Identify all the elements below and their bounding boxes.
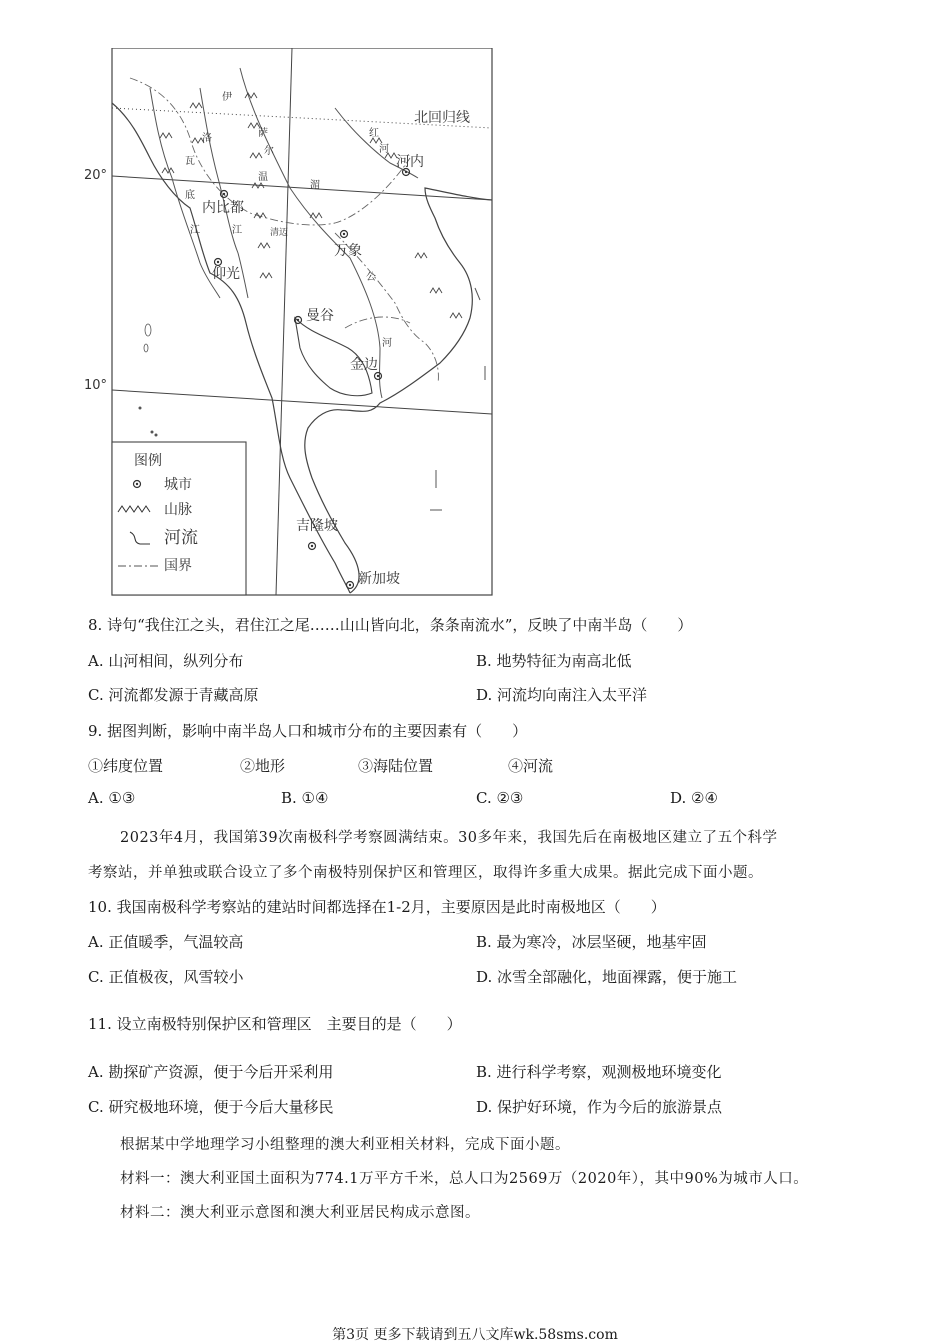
q10-option-b[interactable]: B. 最为寒冷，冰层坚硬，地基牢固 xyxy=(476,933,707,951)
q9-stem: 9. 据图判断，影响中南半岛人口和城市分布的主要因素有（ ） xyxy=(88,722,528,740)
city-singapore xyxy=(347,571,401,589)
map-svg xyxy=(80,48,500,600)
tropic-label: 北回归线 xyxy=(414,110,470,126)
chiangmai-label: 清迈 xyxy=(270,228,289,238)
legend-title: 图例 xyxy=(134,453,162,469)
meridian-line xyxy=(276,48,292,595)
river-label-irrawaddy-4: 底 xyxy=(185,190,195,201)
legend-city-label: 城市 xyxy=(164,477,192,493)
island-line-4 xyxy=(475,288,480,300)
q9-option-b[interactable]: B. ①④ xyxy=(281,789,329,807)
q10-stem: 10. 我国南极科学考察站的建站时间都选择在1-2月，主要原因是此时南极地区（ ） xyxy=(88,898,666,916)
q8-stem: 8. 诗句“我住江之头，君住江之尾……山山皆向北，条条南流水”，反映了中南半岛（ ） xyxy=(88,616,693,634)
q8-option-c[interactable]: C. 河流都发源于青藏高原 xyxy=(88,686,259,704)
legend-river-label: 河流 xyxy=(164,528,198,548)
lat10-label: 10° xyxy=(84,378,108,393)
q11-option-b[interactable]: B. 进行科学考察，观测极地环境变化 xyxy=(476,1063,722,1081)
q9-option-c[interactable]: C. ②③ xyxy=(476,789,524,807)
river-label-salween-4: 江 xyxy=(232,225,242,236)
city-label-vientiane: 万象 xyxy=(334,243,362,259)
indochina-map xyxy=(80,48,500,600)
river-label-salween-1: 萨 xyxy=(258,128,268,139)
q10-option-a[interactable]: A. 正值暖季，气温较高 xyxy=(88,933,244,951)
q9-item-2: ②地形 xyxy=(240,757,286,775)
lat20-label: 20° xyxy=(84,168,108,183)
q10-option-c[interactable]: C. 正值极夜，风雪较小 xyxy=(88,968,244,986)
island-1 xyxy=(145,324,151,336)
q11-stem: 11. 设立南极特别保护区和管理区 主要目的是（ ） xyxy=(88,1015,462,1033)
passage1-line1: 2023年4月，我国第39次南极科学考察圆满结束。30多年来，我国先后在南极地区建立了五个科学 xyxy=(120,830,778,846)
city-label-hanoi: 河内 xyxy=(396,154,424,170)
river-label-mekong-1: 湄 xyxy=(310,180,320,191)
map-legend xyxy=(112,442,246,595)
river-label-red-2: 河 xyxy=(379,144,389,155)
q11-option-d[interactable]: D. 保护好环境，作为今后的旅游景点 xyxy=(476,1098,723,1116)
river-label-red-1: 红 xyxy=(369,128,379,139)
q11-option-c[interactable]: C. 研究极地环境，便于今后大量移民 xyxy=(88,1098,334,1116)
city-bangkok xyxy=(295,308,335,324)
river-label-mekong-3: 河 xyxy=(382,338,392,349)
island-dot-3 xyxy=(139,407,142,410)
island-dot-2 xyxy=(155,434,158,437)
q8-option-a[interactable]: A. 山河相间，纵列分布 xyxy=(88,652,244,670)
river-label-irrawaddy-2: 洛 xyxy=(202,133,212,144)
q8-option-d[interactable]: D. 河流均向南注入太平洋 xyxy=(476,686,648,704)
q9-item-4: ④河流 xyxy=(508,757,554,775)
city-kualalumpur xyxy=(296,517,338,550)
river-label-irrawaddy-3: 瓦 xyxy=(185,156,195,167)
q10-option-d[interactable]: D. 冰雪全部融化，地面裸露，便于施工 xyxy=(476,968,738,986)
legend-border-label: 国界 xyxy=(164,558,192,574)
border-cambodia xyxy=(345,317,410,328)
city-label-bangkok: 曼谷 xyxy=(306,308,334,324)
lat10-line xyxy=(112,390,492,414)
river-label-irrawaddy-1: 伊 xyxy=(222,92,232,103)
q11-option-a[interactable]: A. 勘探矿产资源，便于今后开采利用 xyxy=(88,1063,334,1081)
city-phnompenh xyxy=(350,357,382,380)
passage2-material1: 材料一：澳大利亚国土面积为774.1万平方千米，总人口为2569万（2020年），其中90%为城市人口。 xyxy=(120,1171,809,1187)
river-mekong xyxy=(240,68,382,398)
q9-item-3: ③海陆位置 xyxy=(358,757,434,775)
q9-item-1: ①纬度位置 xyxy=(88,757,164,775)
q8-option-b[interactable]: B. 地势特征为南高北低 xyxy=(476,652,632,670)
river-label-irrawaddy-5: 江 xyxy=(190,225,200,236)
city-yangon xyxy=(212,259,240,283)
city-label-kualalumpur: 吉隆坡 xyxy=(296,518,338,534)
passage2-intro: 根据某中学地理学习小组整理的澳大利亚相关材料，完成下面小题。 xyxy=(120,1137,570,1153)
city-vientiane xyxy=(334,231,362,260)
city-label-yangon: 仰光 xyxy=(212,266,240,282)
passage2-material2: 材料二：澳大利亚示意图和澳大利亚居民构成示意图。 xyxy=(120,1205,480,1221)
q9-option-d[interactable]: D. ②④ xyxy=(670,789,718,807)
passage1-line2: 考察站，并单独或联合设立了多个南极特别保护区和管理区，取得许多重大成果。据此完成下面小题。 xyxy=(88,865,763,881)
river-label-mekong-2: 公 xyxy=(366,272,376,283)
river-label-salween-3: 温 xyxy=(258,172,268,183)
city-label-singapore: 新加坡 xyxy=(358,571,400,587)
city-label-phnompenh: 金边 xyxy=(350,357,378,373)
island-dot-1 xyxy=(151,431,154,434)
legend-mountain-label: 山脉 xyxy=(164,502,192,518)
city-label-naypyidaw: 内比都 xyxy=(202,200,244,216)
river-label-salween-2: 尔 xyxy=(264,146,274,157)
city-naypyidaw xyxy=(202,191,244,217)
q9-option-a[interactable]: A. ①③ xyxy=(88,789,136,807)
page-footer: 第3页 更多下载请到五八文库wk.58sms.com xyxy=(332,1327,618,1343)
island-2 xyxy=(144,344,148,352)
